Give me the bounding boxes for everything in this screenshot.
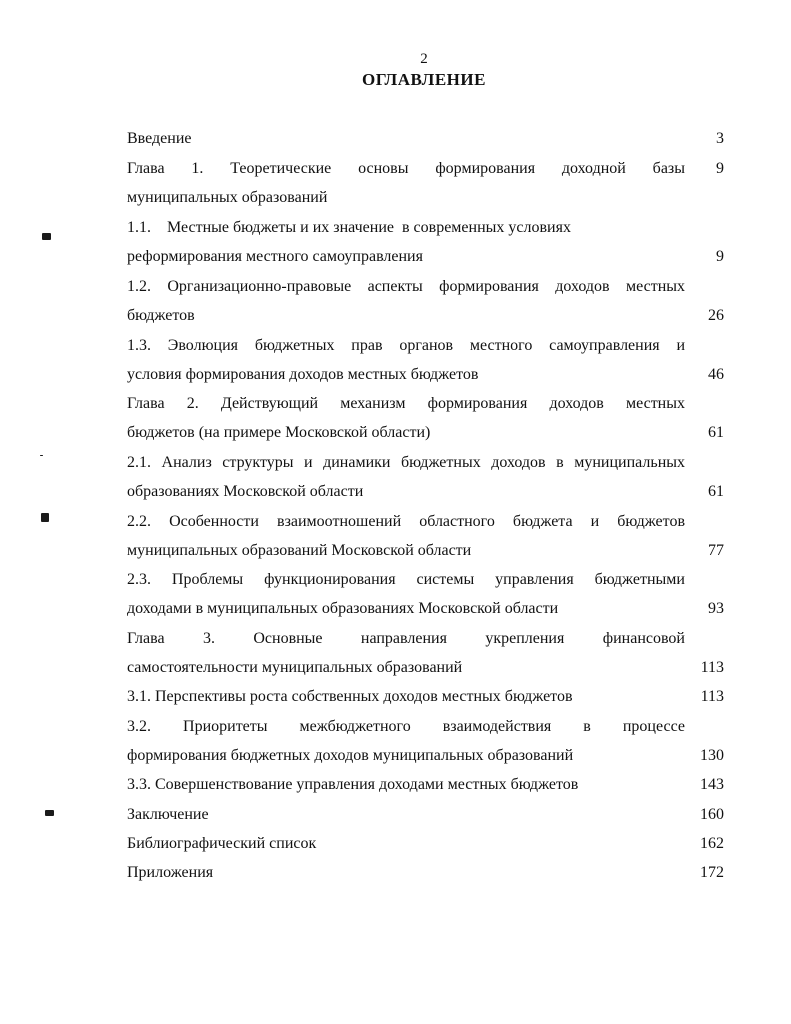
toc-line: Введение: [127, 130, 192, 147]
toc-line: бюджетов (на примере Московской области): [127, 424, 431, 441]
toc-page-number: 143: [700, 776, 724, 793]
toc-line: Глава 3. Основные направления укрепления финансовой: [127, 630, 685, 647]
toc-line: 2.3. Проблемы функционирования системы управления бюджетными: [127, 571, 685, 588]
toc-line: образованиях Московской области: [127, 483, 364, 500]
toc-page-number: 26: [708, 307, 724, 324]
toc-line: 3.2. Приоритеты межбюджетного взаимодействия в процессе: [127, 718, 685, 735]
toc-page-number: 77: [708, 542, 724, 559]
toc-page-number: 3: [716, 130, 724, 147]
toc-line: 2.2. Особенности взаимоотношений областного бюджета и бюджетов: [127, 513, 685, 530]
toc-page-number: 9: [716, 248, 724, 265]
page-number: 2: [420, 51, 428, 67]
toc-line: Глава 1. Теоретические основы формирования доходной базы: [127, 160, 685, 177]
toc-line: 1.3. Эволюция бюджетных прав органов местного самоуправления и: [127, 337, 685, 354]
toc-page-number: 113: [700, 659, 724, 676]
page-title: ОГЛАВЛЕНИЕ: [362, 70, 486, 89]
toc-page-number: 61: [708, 483, 724, 500]
toc-line: муниципальных образований Московской области: [127, 542, 472, 559]
toc-page-number: 130: [700, 747, 724, 764]
scan-speck: [41, 513, 49, 522]
toc-line: Библиографический список: [127, 835, 317, 852]
toc-line: формирования бюджетных доходов муниципальных образований: [127, 747, 574, 764]
toc-line: доходами в муниципальных образованиях Московской области: [127, 600, 559, 617]
toc-line: Приложения: [127, 864, 214, 881]
toc-line: муниципальных образований: [127, 189, 328, 206]
toc-line: 2.1. Анализ структуры и динамики бюджетных доходов в муниципальных: [127, 454, 685, 471]
toc-line: условия формирования доходов местных бюджетов: [127, 366, 479, 383]
toc-line: Заключение: [127, 806, 209, 823]
scan-speck: [45, 810, 54, 816]
toc-page-number: 113: [700, 688, 724, 705]
toc-page-number: 172: [700, 864, 724, 881]
toc-line: 3.3. Совершенствование управления доходами местных бюджетов: [127, 776, 579, 793]
toc-line: реформирования местного самоуправления: [127, 248, 423, 265]
toc-page-number: 9: [716, 160, 724, 177]
toc-line: 1.1. Местные бюджеты и их значение в современных условиях: [127, 219, 571, 236]
scan-speck: [42, 233, 51, 240]
toc-line: 3.1. Перспективы роста собственных доходов местных бюджетов: [127, 688, 573, 705]
toc-page-number: 160: [700, 806, 724, 823]
toc-page-number: 61: [708, 424, 724, 441]
toc-line: бюджетов: [127, 307, 195, 324]
scan-speck: [40, 455, 43, 456]
toc-page-number: 93: [708, 600, 724, 617]
toc-line: 1.2. Организационно-правовые аспекты формирования доходов местных: [127, 278, 685, 295]
toc-page-number: 46: [708, 366, 724, 383]
toc-line: самостоятельности муниципальных образований: [127, 659, 463, 676]
toc-page-number: 162: [700, 835, 724, 852]
toc-line: Глава 2. Действующий механизм формирования доходов местных: [127, 395, 685, 412]
